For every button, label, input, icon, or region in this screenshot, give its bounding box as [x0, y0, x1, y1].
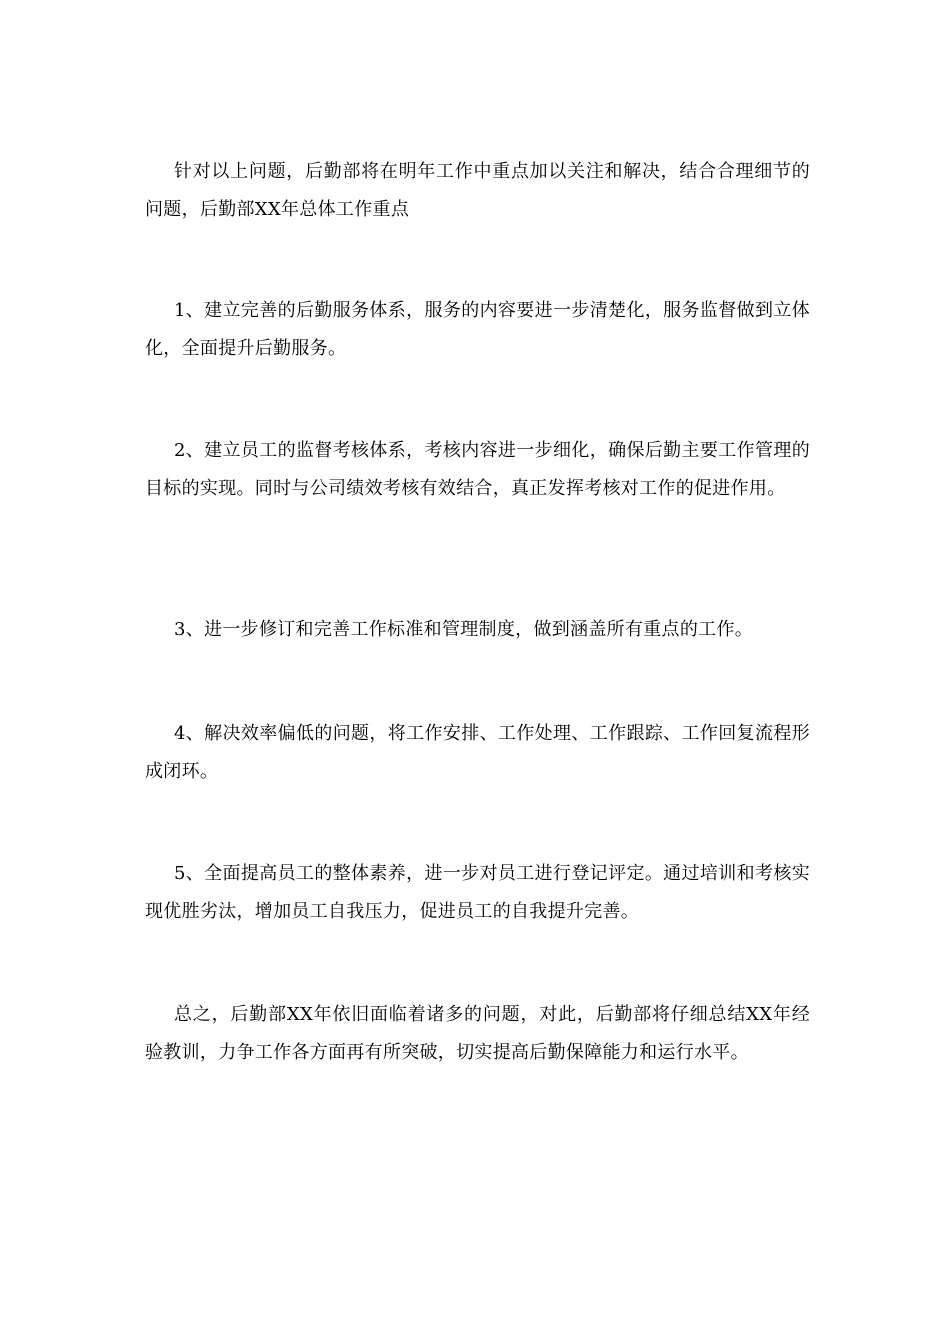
conclusion-paragraph: 总之，后勤部XX年依旧面临着诸多的问题，对此，后勤部将仔细总结XX年经验教训，力争工作各方面再有所突破，切实提高后勤保障能力和运行水平。	[145, 1004, 810, 1063]
key-point-5-paragraph: 5、全面提高员工的整体素养，进一步对员工进行登记评定。通过培训和考核实现优胜劣汰，增加员工自我压力，促进员工的自我提升完善。	[145, 863, 810, 922]
key-point-1-paragraph: 1、建立完善的后勤服务体系，服务的内容要进一步清楚化，服务监督做到立体化，全面提升后勤服务。	[145, 300, 810, 359]
key-point-2-paragraph: 2、建立员工的监督考核体系，考核内容进一步细化，确保后勤主要工作管理的目标的实现。同时与公司绩效考核有效结合，真正发挥考核对工作的促进作用。	[145, 440, 810, 499]
key-point-3-paragraph: 3、进一步修订和完善工作标准和管理制度，做到涵盖所有重点的工作。	[174, 619, 754, 640]
key-point-4-paragraph: 4、解决效率偏低的问题，将工作安排、工作处理、工作跟踪、工作回复流程形成闭环。	[145, 723, 810, 782]
intro-paragraph: 针对以上问题，后勤部将在明年工作中重点加以关注和解决，结合合理细节的问题，后勤部XX年总体工作重点	[145, 161, 810, 220]
